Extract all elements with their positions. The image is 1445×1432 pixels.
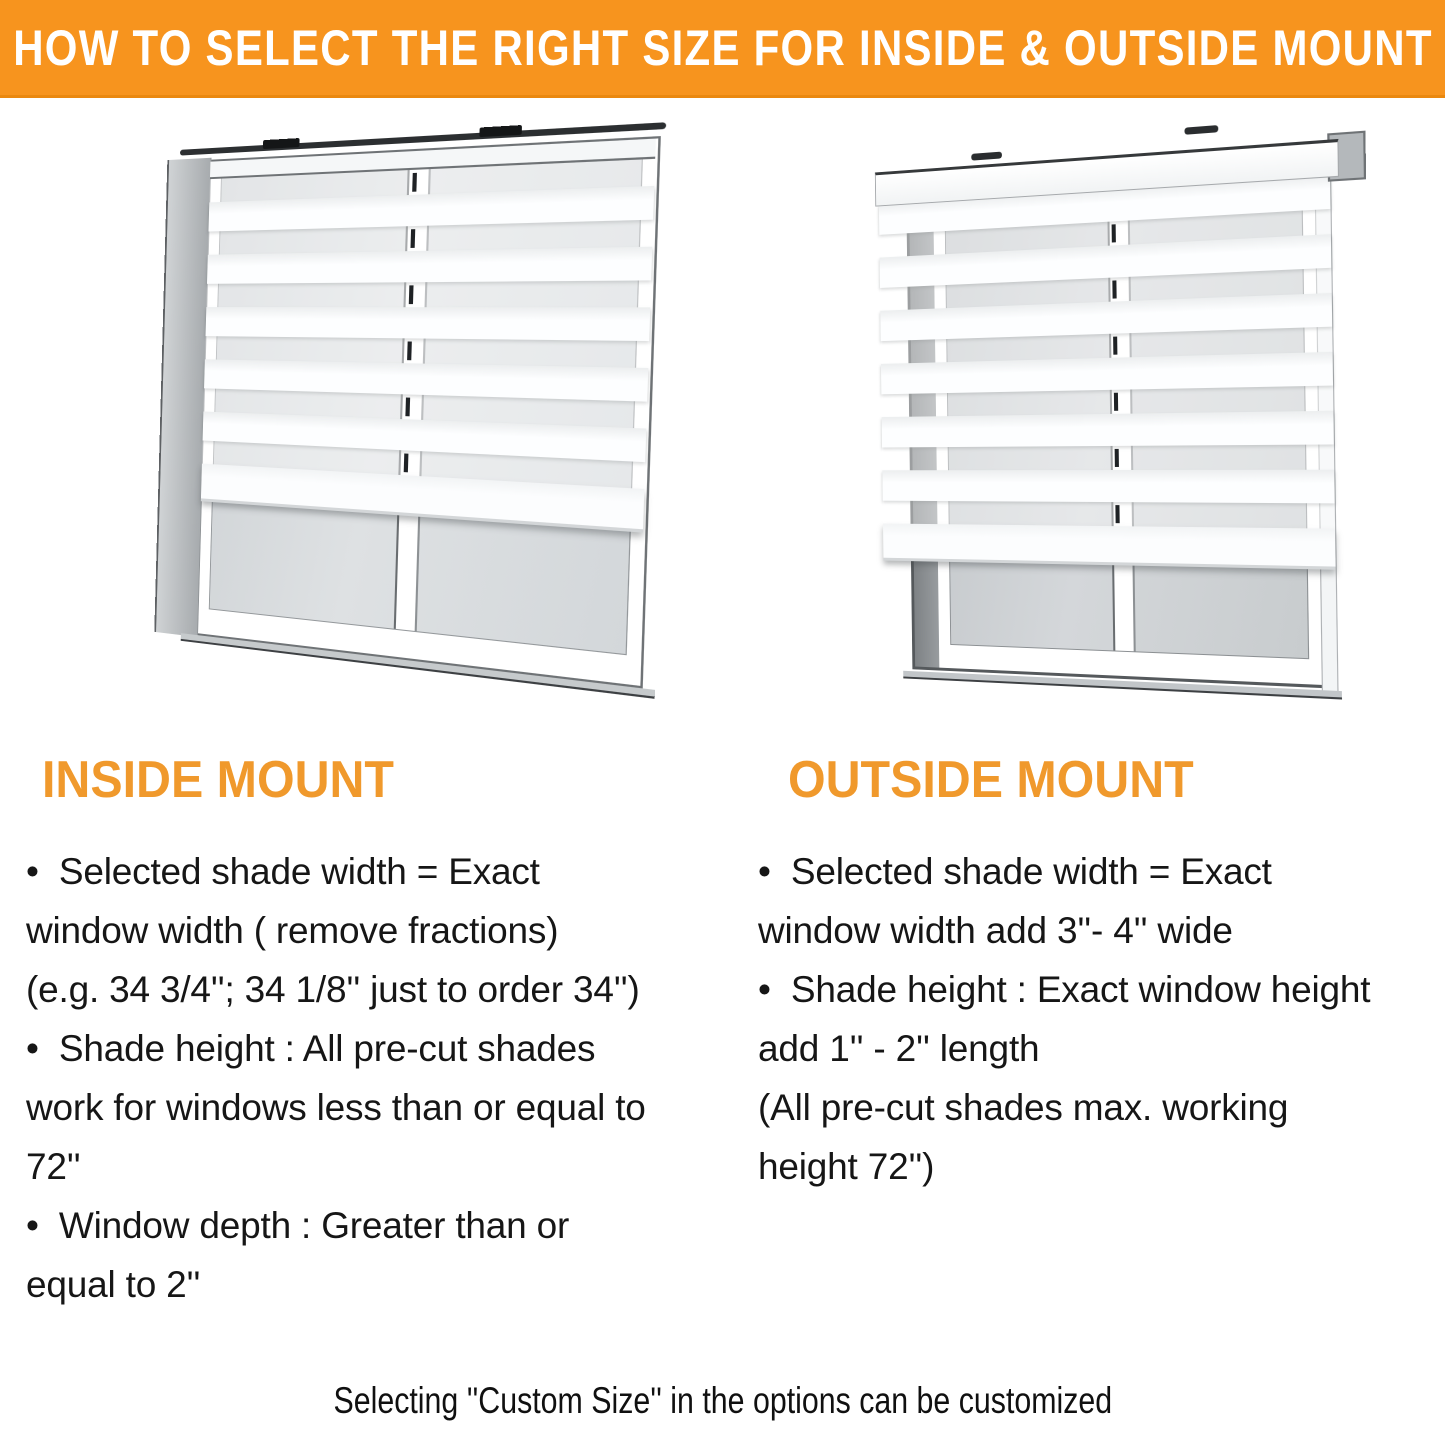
page-title: HOW TO SELECT THE RIGHT SIZE FOR INSIDE & OUTSIDE MOUNT (12, 19, 1433, 76)
bullet-line: • Selected shade width = Exact (758, 851, 1272, 892)
custom-size-note-text: Selecting ''Custom Size'' in the options can be customized (333, 1380, 1112, 1421)
inside-mount-heading: INSIDE MOUNT (42, 751, 394, 809)
mullion-shadow-tick (409, 285, 414, 304)
mullion-shadow-tick (407, 341, 412, 360)
mullion-shadow-tick (412, 173, 417, 192)
bullet-line: window width add 3''- 4'' wide (758, 910, 1233, 951)
sheer-band (882, 444, 1334, 470)
mullion-shadow-tick (1114, 393, 1118, 411)
mullion-shadow-tick (405, 397, 410, 416)
mullion-shadow-tick (410, 229, 415, 248)
bullet-line: • Selected shade width = Exact (26, 851, 540, 892)
sheer-band (206, 280, 651, 307)
mullion-shadow-tick (1113, 337, 1117, 355)
mullion-shadow-tick (1112, 280, 1116, 298)
bullet-line: 72'' (26, 1146, 81, 1187)
bullet-line: • Shade height : All pre-cut shades (26, 1028, 596, 1069)
bullet-line: • Shade height : Exact window height (758, 969, 1371, 1010)
outside-window-3d (875, 113, 1358, 705)
mullion-shadow-tick (1115, 449, 1119, 467)
mullion-shadow-tick (404, 453, 409, 472)
bullet-line: window width ( remove fractions) (26, 910, 559, 951)
outside-mount-heading: OUTSIDE MOUNT (788, 751, 1194, 809)
bullet-line: add 1'' - 2'' length (758, 1028, 1040, 1069)
zebra-shade (201, 159, 655, 533)
bullet-line: (All pre-cut shades max. working (758, 1087, 1289, 1128)
inside-mount-illustration (150, 142, 620, 662)
outside-mount-instructions (758, 842, 1440, 1196)
fabric-band (882, 411, 1334, 448)
fabric-band (882, 470, 1334, 504)
mullion-shadow-tick (1115, 505, 1119, 523)
wall-bracket (971, 152, 1002, 161)
bullet-line: work for windows less than or equal to (26, 1087, 646, 1128)
zebra-shade (879, 175, 1336, 569)
header-banner (0, 0, 1445, 98)
custom-size-note (0, 1380, 1445, 1422)
inside-mount-instructions (26, 842, 732, 1314)
wall-bracket (1184, 125, 1218, 135)
bullet-line: • Window depth : Greater than or (26, 1205, 570, 1246)
inside-window-3d (154, 118, 659, 701)
bullet-line: height 72'') (758, 1146, 935, 1187)
bullet-line: (e.g. 34 3/4''; 34 1/8'' just to order 34'') (26, 969, 640, 1010)
mullion-shadow-tick (1112, 224, 1116, 242)
outside-mount-illustration (868, 132, 1338, 692)
bullet-line: equal to 2'' (26, 1264, 201, 1305)
